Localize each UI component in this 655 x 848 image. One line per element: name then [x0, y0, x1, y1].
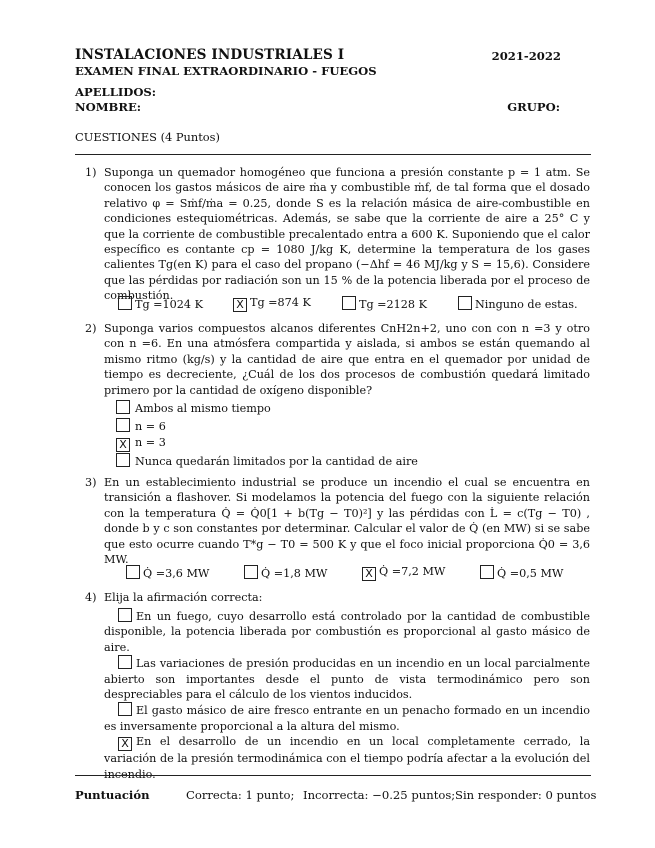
answer-option[interactable] — [104, 702, 590, 734]
answer-option[interactable] — [480, 565, 563, 580]
answer-label: Q̇ =0,5 MW — [497, 567, 564, 580]
answer-checkbox[interactable] — [118, 608, 132, 622]
answer-label: Tg =874 K — [250, 296, 311, 309]
answer-label: Tg =2128 K — [359, 298, 427, 311]
scoring-label: Puntuación — [75, 788, 150, 802]
answer-checkbox[interactable]: X — [362, 567, 376, 581]
answer-label: n = 6 — [135, 419, 166, 433]
answer-option[interactable] — [458, 296, 578, 311]
answer-label: Tg =1024 K — [135, 298, 203, 311]
answer-checkbox[interactable] — [118, 296, 132, 310]
answer-checkbox[interactable]: X — [116, 438, 130, 452]
question-number: 4) — [85, 591, 97, 604]
question-4 — [85, 590, 590, 605]
question-text: En un establecimiento industrial se produce un incendio el cual se encuentra en transición a flashover. Si modelamos la potencia del fuego con la siguiente relación con la temperatura Q̇ = Q̇0[1 + b(Tg − T0)²] y las pérdidas con L̇ = c(Tg − T0) , donde b y c son constantes por determinar. Calcular el valor de Q̇ (en MW) si se sabe que esto ocurre cuando T*g − T0 = 500 K y que el foco inicial proporciona Q̇0 = 3,6 MW. — [104, 476, 590, 567]
answer-label: Las variaciones de presión producidas en un incendio en un local parcialmente abierto son importantes desde el punto de vista termodinámico pero son despreciables para el cálculo de los vientos inducidos. — [104, 657, 590, 702]
answer-checkbox[interactable] — [116, 418, 130, 432]
answer-label: n = 3 — [135, 435, 166, 449]
answer-checkbox[interactable] — [116, 453, 130, 467]
answer-option[interactable] — [116, 453, 418, 471]
question-number: 3) — [85, 476, 97, 489]
scoring-incorrect: Incorrecta: −0.25 puntos; — [303, 788, 456, 802]
answer-label: Ambos al mismo tiempo — [135, 402, 271, 415]
question-3 — [85, 475, 590, 567]
answer-checkbox[interactable] — [244, 565, 258, 579]
answer-option[interactable] — [118, 296, 203, 311]
answer-option[interactable] — [362, 565, 445, 581]
exam-subtitle: EXAMEN FINAL EXTRAORDINARIO - FUEGOS — [75, 64, 377, 78]
name-label: NOMBRE: — [75, 100, 142, 114]
question-text: Suponga varios compuestos alcanos diferentes CnH2n+2, uno con con n =3 y otro con n =6. En una atmósfera compartida y aislada, si ambos se están quemando al mismo ritmo (kg/s) y la cantidad de aire que entra en el quemador por unidad de tiempo es decreciente, ¿Cuál de los dos procesos de combustión quedará limitado primero por la cantidad de oxígeno disponible? — [104, 322, 590, 397]
surname-label: APELLIDOS: — [75, 85, 157, 99]
answer-label: En el desarrollo de un incendio en un local completamente cerrado, la variación de la presión termodinámica con el tiempo podría afectar a la evolución del — [104, 735, 590, 766]
section-heading: CUESTIONES (4 Puntos) — [75, 130, 220, 144]
answer-checkbox[interactable]: X — [118, 737, 132, 751]
question-2-options — [116, 400, 418, 471]
answer-option[interactable] — [233, 296, 311, 312]
answer-label: El gasto másico de aire fresco entrante en un penacho formado en un incendio es inversamente proporcional a la altura del mismo. — [104, 704, 590, 733]
answer-checkbox[interactable] — [118, 702, 132, 716]
question-number: 1) — [85, 166, 97, 179]
answer-checkbox[interactable] — [126, 565, 140, 579]
academic-year: 2021-2022 — [491, 49, 561, 63]
question-1 — [85, 165, 590, 304]
answer-checkbox[interactable] — [480, 565, 494, 579]
exam-title: INSTALACIONES INDUSTRIALES I — [75, 47, 345, 63]
answer-option[interactable] — [116, 400, 418, 418]
answer-label: En un fuego, cuyo desarrollo está controlado por la cantidad de combustible disponible, la potencia liberada por combustión es proporcional al gasto másico de aire. — [104, 610, 590, 654]
answer-option[interactable] — [342, 296, 427, 311]
group-label: GRUPO: — [507, 100, 560, 114]
question-2 — [85, 321, 590, 398]
answer-checkbox[interactable] — [116, 400, 130, 414]
answer-option[interactable] — [126, 565, 209, 580]
answer-checkbox[interactable] — [342, 296, 356, 310]
answer-checkbox[interactable]: X — [233, 298, 247, 312]
answer-label: Q̇ =1,8 MW — [261, 567, 328, 580]
answer-label: Ninguno de estas. — [475, 298, 578, 311]
answer-option[interactable] — [104, 655, 590, 702]
scoring-correct: Correcta: 1 punto; — [186, 788, 295, 802]
answer-label: Q̇ =3,6 MW — [143, 567, 210, 580]
answer-option[interactable] — [244, 565, 327, 580]
answer-option[interactable] — [104, 608, 590, 655]
question-4-options — [104, 608, 590, 782]
answer-option[interactable] — [116, 436, 418, 454]
answer-label: Q̇ =7,2 MW — [379, 565, 446, 578]
question-text: Suponga un quemador homogéneo que funciona a presión constante p = 1 atm. Se conocen los gastos másicos de aire ṁa y combustible ṁf, de tal forma que el dosado relativo φ = Sṁf/ṁa = 0.25, donde S es la relación másica de aire-combustible en condiciones estequiométricas. Además, se sabe que la corriente de aire a 25° C y que la corriente de combustible precalentado entra a 600 K. Suponiendo que el calor específico es contante cp = 1080 J/kg K, determine la temperatura de los gases calientes Tg(en K) para el caso del propano (−Δhf = 46 MJ/kg y S = 15,6). Considere que las pérdidas por radiación son un 15 % de la potencia liberada por el proceso de combustión. — [104, 166, 590, 303]
answer-option[interactable] — [116, 418, 418, 436]
answer-checkbox[interactable] — [118, 655, 132, 669]
answer-checkbox[interactable] — [458, 296, 472, 310]
footer-divider — [75, 775, 591, 776]
answer-label: Nunca quedarán limitados por la cantidad de aire — [135, 455, 418, 469]
question-number: 2) — [85, 322, 97, 335]
section-divider — [75, 154, 591, 155]
scoring-blank: Sin responder: 0 puntos — [455, 788, 597, 802]
question-text: Elija la afirmación correcta: — [104, 591, 263, 604]
